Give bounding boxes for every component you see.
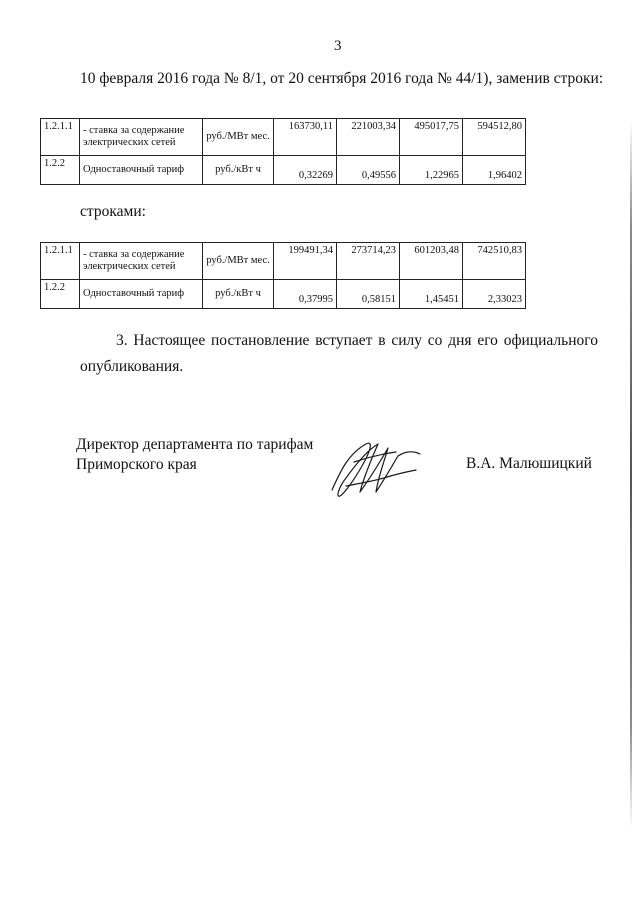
paragraph-text: опубликования.	[80, 358, 184, 375]
row-name: Одноставочный тариф	[80, 280, 203, 309]
row-code: 1.2.1.1	[41, 119, 80, 156]
table-row	[41, 280, 526, 309]
row-name: - ставка за содержание электрических сетей	[80, 243, 203, 280]
effective-date-paragraph	[80, 328, 598, 380]
handwritten-signature	[326, 432, 426, 502]
row-value: 199491,34	[274, 243, 337, 280]
signatory-title-line: Директор департамента по тарифам	[76, 436, 314, 453]
row-unit: руб./кВт ч	[203, 156, 274, 185]
row-value: 1,45451	[400, 280, 463, 309]
row-value: 2,33023	[463, 280, 526, 309]
row-value: 495017,75	[400, 119, 463, 156]
page-number: 3	[334, 38, 342, 54]
signatory-name: В.А. Малюшицкий	[466, 455, 592, 472]
row-value: 0,58151	[337, 280, 400, 309]
row-value: 273714,23	[337, 243, 400, 280]
paragraph-text: 3. Настоящее постановление вступает в силу со дня его официального	[116, 332, 598, 349]
new-rows-table	[40, 242, 526, 309]
row-value: 0,32269	[274, 156, 337, 185]
row-name: Одноставочный тариф	[80, 156, 203, 185]
row-value: 163730,11	[274, 119, 337, 156]
row-value: 1,96402	[463, 156, 526, 185]
paragraph-line	[80, 328, 598, 354]
row-code: 1.2.2	[41, 280, 80, 309]
row-value: 1,22965	[400, 156, 463, 185]
row-value: 0,37995	[274, 280, 337, 309]
row-value: 601203,48	[400, 243, 463, 280]
row-value: 221003,34	[337, 119, 400, 156]
row-unit: руб./кВт ч	[203, 280, 274, 309]
table-row	[41, 119, 526, 156]
table-row	[41, 156, 526, 185]
row-value: 742510,83	[463, 243, 526, 280]
intro-text: 10 февраля 2016 года № 8/1, от 20 сентября 2016 года № 44/1), заменив строки:	[80, 70, 604, 87]
row-name: - ставка за содержание электрических сетей	[80, 119, 203, 156]
row-code: 1.2.1.1	[41, 243, 80, 280]
row-value: 0,49556	[337, 156, 400, 185]
row-unit: руб./МВт мес.	[203, 243, 274, 280]
signatory-title-line: Приморского края	[76, 456, 197, 473]
table-row	[41, 243, 526, 280]
signatory-title	[76, 435, 313, 475]
row-code: 1.2.2	[41, 156, 80, 185]
row-value: 594512,80	[463, 119, 526, 156]
old-rows-table	[40, 118, 526, 185]
page-edge-shadow	[630, 120, 632, 830]
row-unit: руб./МВт мес.	[203, 119, 274, 156]
replacement-word: строками:	[80, 203, 146, 220]
